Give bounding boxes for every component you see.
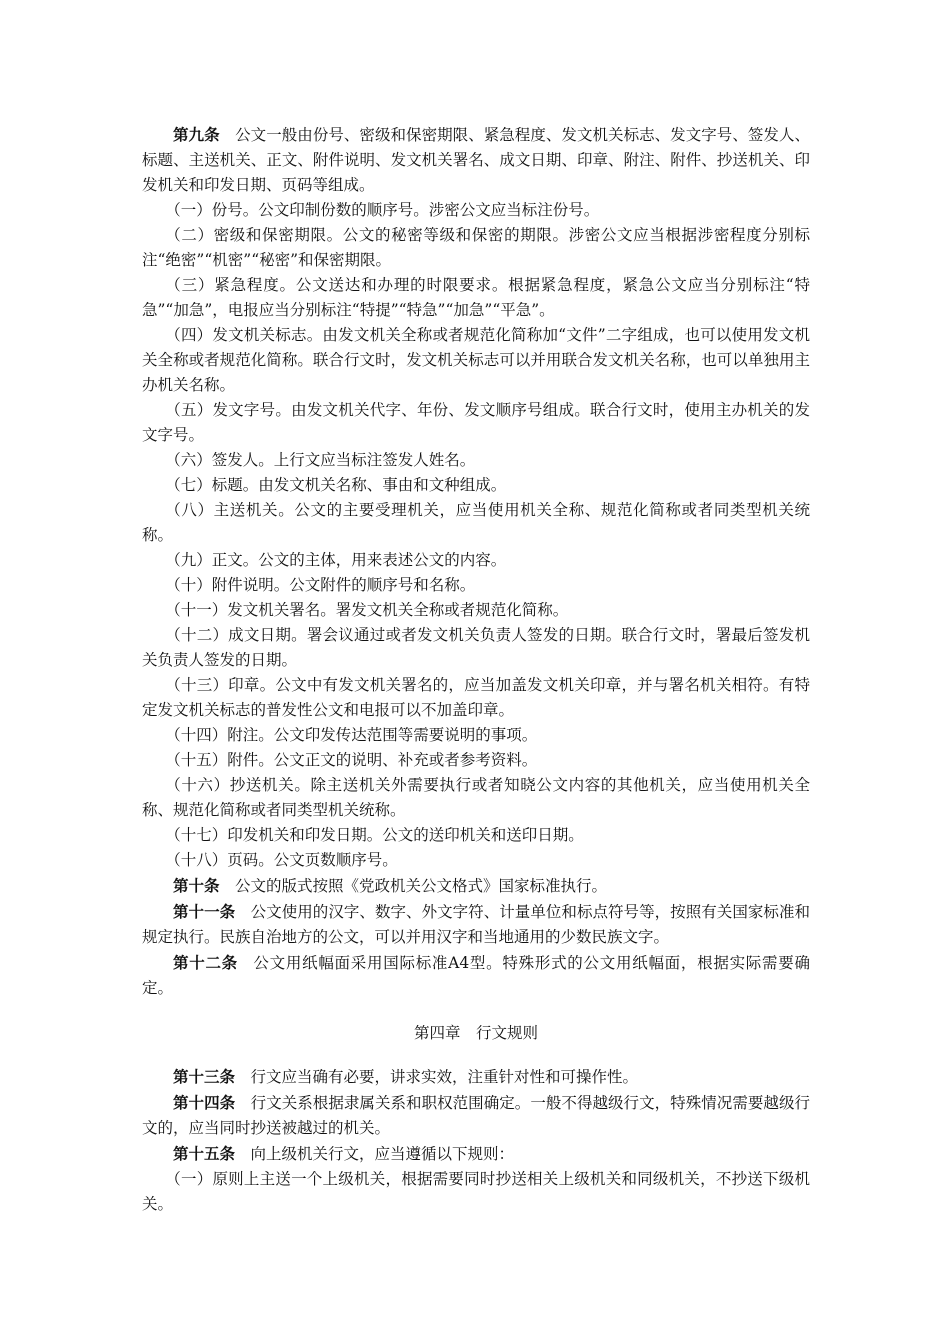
list-item: （十三）印章。公文中有发文机关署名的，应当加盖发文机关印章，并与署名机关相符。有特定发文机关标志的普发性公文和电报可以不加盖印章。 [142,676,810,719]
article-text: 行文应当确有必要，讲求实效，注重针对性和可操作性。 [250,1068,639,1086]
article-text: 公文用纸幅面采用国际标准A4型。特殊形式的公文用纸幅面，根据实际需要确定。 [142,954,810,997]
article-text: 行文关系根据隶属关系和职权范围确定。一般不得越级行文，特殊情况需要越级行文的，应当同时抄送被越过的机关。 [142,1094,810,1137]
list-item: （一）原则上主送一个上级机关，根据需要同时抄送相关上级机关和同级机关，不抄送下级机关。 [142,1170,810,1213]
article-label: 第九条 [173,125,220,144]
article-label: 第十五条 [173,1144,236,1163]
article-text: 向上级机关行文，应当遵循以下规则： [250,1145,515,1163]
article-text: 公文一般由份号、密级和保密期限、紧急程度、发文机关标志、发文字号、签发人、标题、主送机关、正文、附件说明、发文机关署名、成文日期、印章、附注、附件、抄送机关、印发机关和印发日期、页码等组成。 [142,126,810,194]
list-item: （五）发文字号。由发文机关代字、年份、发文顺序号组成。联合行文时，使用主办机关的发文字号。 [142,401,810,444]
list-item: （十一）发文机关署名。署发文机关全称或者规范化简称。 [165,601,569,619]
list-item: （十）附件说明。公文附件的顺序号和名称。 [165,576,476,594]
article-13 [142,1064,810,1090]
list-item: （四）发文机关标志。由发文机关全称或者规范化简称加“文件”二字组成，也可以使用发文机关全称或者规范化简称。联合行文时，发文机关标志可以并用联合发文机关名称，也可以单独用主办机关名称。 [142,326,810,394]
article-12 [142,950,810,1001]
article-10 [142,873,810,899]
list-item: （二）密级和保密期限。公文的秘密等级和保密的期限。涉密公文应当根据涉密程度分别标注“绝密”“机密”“秘密”和保密期限。 [142,226,810,269]
list-item: （九）正文。公文的主体，用来表述公文的内容。 [165,551,507,569]
article-text: 公文使用的汉字、数字、外文字符、计量单位和标点符号等，按照有关国家标准和规定执行。民族自治地方的公文，可以并用汉字和当地通用的少数民族文字。 [142,903,810,946]
list-item: （三）紧急程度。公文送达和办理的时限要求。根据紧急程度，紧急公文应当分别标注“特急”“加急”，电报应当分别标注“特提”“特急”“加急”“平急”。 [142,276,810,319]
list-item: （十六）抄送机关。除主送机关外需要执行或者知晓公文内容的其他机关，应当使用机关全称、规范化简称或者同类型机关统称。 [142,776,810,819]
list-item: （八）主送机关。公文的主要受理机关，应当使用机关全称、规范化简称或者同类型机关统称。 [142,501,810,544]
list-item: （十八）页码。公文页数顺序号。 [165,851,398,869]
list-item: （十五）附件。公文正文的说明、补充或者参考资料。 [165,751,538,769]
chapter-title: 第四章 行文规则 [413,1024,538,1042]
article-text: 公文的版式按照《党政机关公文格式》国家标准执行。 [235,877,608,895]
document-page [142,122,810,1217]
list-item: （七）标题。由发文机关名称、事由和文种组成。 [165,476,507,494]
article-label: 第十二条 [173,953,238,972]
article-9 [142,122,810,198]
article-label: 第十三条 [173,1067,236,1086]
list-item: （十二）成文日期。署会议通过或者发文机关负责人签发的日期。联合行文时，署最后签发机关负责人签发的日期。 [142,626,810,669]
article-label: 第十四条 [173,1093,236,1112]
article-label: 第十条 [173,876,220,895]
article-15 [142,1141,810,1167]
list-item: （一）份号。公文印制份数的顺序号。涉密公文应当标注份号。 [165,201,600,219]
list-item: （六）签发人。上行文应当标注签发人姓名。 [165,451,476,469]
article-label: 第十一条 [173,902,236,921]
list-item: （十七）印发机关和印发日期。公文的送印机关和送印日期。 [165,826,584,844]
list-item: （十四）附注。公文印发传达范围等需要说明的事项。 [165,726,538,744]
article-11 [142,899,810,950]
article-14 [142,1090,810,1141]
